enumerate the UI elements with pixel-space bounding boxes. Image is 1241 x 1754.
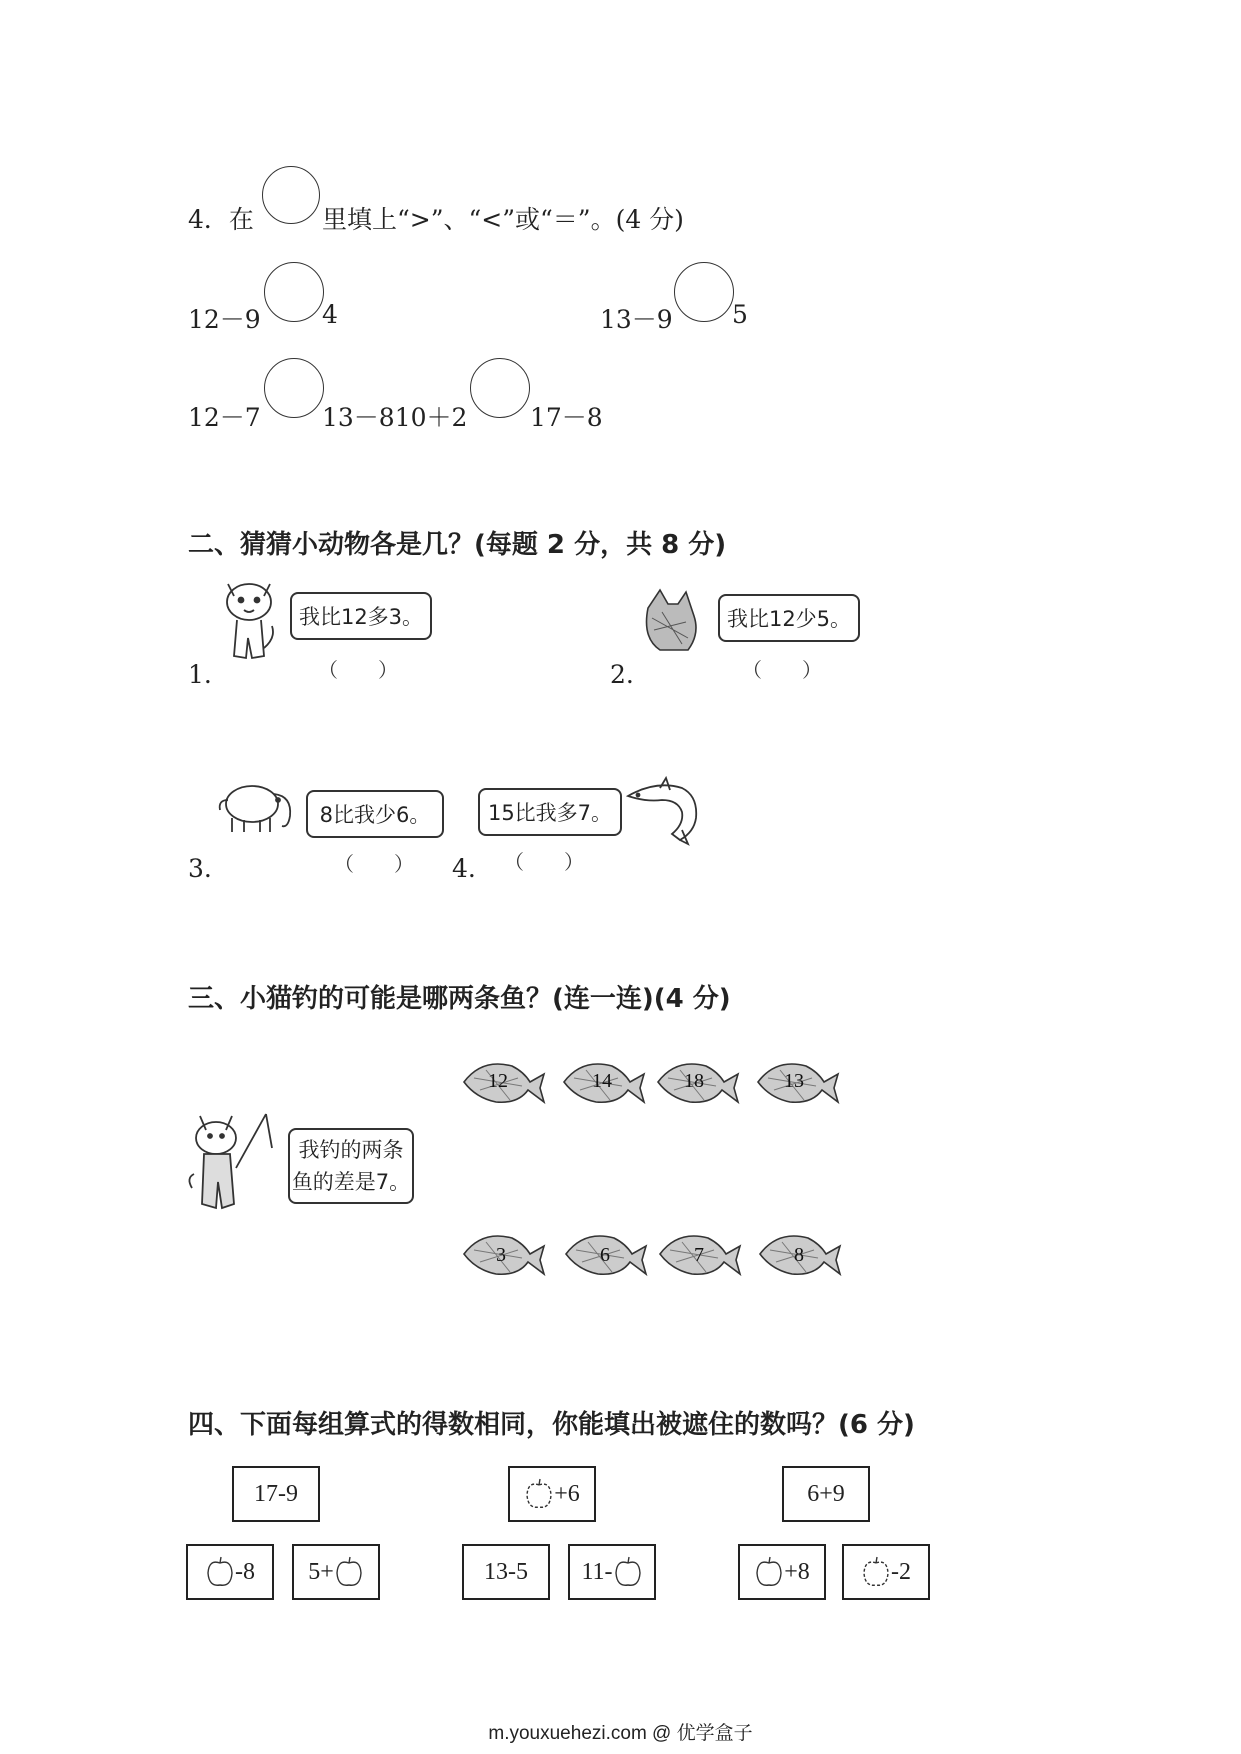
expr-12-9: 12－9 (188, 305, 261, 334)
fish-number: 7 (694, 1244, 704, 1266)
cat-icon (220, 578, 278, 666)
apple-icon[interactable] (524, 1477, 554, 1511)
fish-7[interactable] (658, 1226, 742, 1290)
elephant-icon (214, 776, 298, 836)
section3-title: 三、小猫钓的可能是哪两条鱼？(连一连)(4 分) (188, 984, 731, 1014)
fish-12[interactable] (462, 1054, 546, 1118)
apple-icon[interactable] (205, 1555, 235, 1589)
compare-circle-2[interactable] (674, 262, 734, 322)
value-4: 4 (322, 300, 338, 329)
section2-title: 二、猜猜小动物各是几？(每题 2 分，共 8 分) (188, 530, 727, 560)
answer-blank-4[interactable]: （ ） (504, 850, 584, 874)
expr-text: +8 (784, 1558, 810, 1585)
expr-text: 11- (581, 1558, 613, 1585)
expr-text: 17-9 (254, 1480, 298, 1507)
q4-instruction: 里填上“>”、“<”或“＝”。(4 分) (322, 205, 684, 234)
compare-circle-1[interactable] (264, 262, 324, 322)
expr-text: -8 (235, 1558, 255, 1585)
expr-text: -2 (891, 1558, 911, 1585)
fish-14[interactable] (562, 1054, 646, 1118)
expr-text: +6 (554, 1480, 580, 1507)
fish-number: 18 (684, 1070, 704, 1092)
expr-box-5-plus-apple (292, 1544, 380, 1600)
cat-icon (186, 1108, 278, 1218)
answer-blank-3[interactable]: （ ） (334, 852, 414, 876)
expr-box-17-9 (232, 1466, 320, 1522)
expr-box-13-5 (462, 1544, 550, 1600)
answer-blank-1[interactable]: （ ） (318, 658, 398, 682)
expr-13-8-10-2: 13－810＋2 (322, 403, 468, 432)
expr-text: 5+ (308, 1558, 334, 1585)
answer-circle[interactable] (262, 166, 320, 224)
section4-title: 四、下面每组算式的得数相同，你能填出被遮住的数吗？(6 分) (188, 1410, 915, 1440)
item-num-1: 1. (188, 660, 212, 689)
item-num-4: 4. (452, 854, 476, 883)
footer-watermark: m.youxuehezi.com @ 优学盒子 (488, 1723, 753, 1744)
expr-17-8: 17－8 (530, 403, 603, 432)
speech-line-1: 我钓的两条 (298, 1138, 404, 1162)
fish-number: 8 (794, 1244, 804, 1266)
dolphin-icon (626, 774, 706, 846)
expr-12-7: 12－7 (188, 403, 261, 432)
expr-box-apple-plus-8 (738, 1544, 826, 1600)
fish-number: 12 (488, 1070, 508, 1092)
fish-number: 3 (496, 1244, 506, 1266)
expr-box-11-minus-apple (568, 1544, 656, 1600)
speech-bubble-3: 8比我少6。 (306, 790, 444, 838)
fish-number: 14 (592, 1070, 612, 1092)
speech-bubble-4: 15比我多7。 (478, 788, 622, 836)
compare-circle-4[interactable] (470, 358, 530, 418)
fish-18[interactable] (656, 1054, 740, 1118)
item-num-3: 3. (188, 854, 212, 883)
speech-bubble-cat (288, 1128, 414, 1204)
fox-icon (638, 578, 708, 654)
expr-text: 13-5 (484, 1558, 528, 1585)
apple-icon[interactable] (754, 1555, 784, 1589)
fish-number: 13 (784, 1070, 804, 1092)
speech-line-2: 鱼的差是7。 (291, 1170, 411, 1194)
speech-bubble-1: 我比12多3。 (290, 592, 432, 640)
apple-icon[interactable] (861, 1555, 891, 1589)
expr-box-apple-plus-6 (508, 1466, 596, 1522)
expr-text: 6+9 (807, 1480, 845, 1507)
expr-13-9: 13－9 (600, 305, 673, 334)
q4-prefix: 4．在 (188, 205, 254, 234)
answer-blank-2[interactable]: （ ） (742, 658, 822, 682)
fish-6[interactable] (564, 1226, 648, 1290)
fish-13[interactable] (756, 1054, 840, 1118)
expr-box-apple-minus-2 (842, 1544, 930, 1600)
apple-icon[interactable] (613, 1555, 643, 1589)
item-num-2: 2. (610, 660, 634, 689)
fish-3[interactable] (462, 1226, 546, 1290)
expr-box-6-9 (782, 1466, 870, 1522)
compare-circle-3[interactable] (264, 358, 324, 418)
value-5: 5 (732, 300, 748, 329)
expr-box-apple-minus-8 (186, 1544, 274, 1600)
apple-icon[interactable] (334, 1555, 364, 1589)
speech-bubble-2: 我比12少5。 (718, 594, 860, 642)
fish-8[interactable] (758, 1226, 842, 1290)
fish-number: 6 (600, 1244, 610, 1266)
